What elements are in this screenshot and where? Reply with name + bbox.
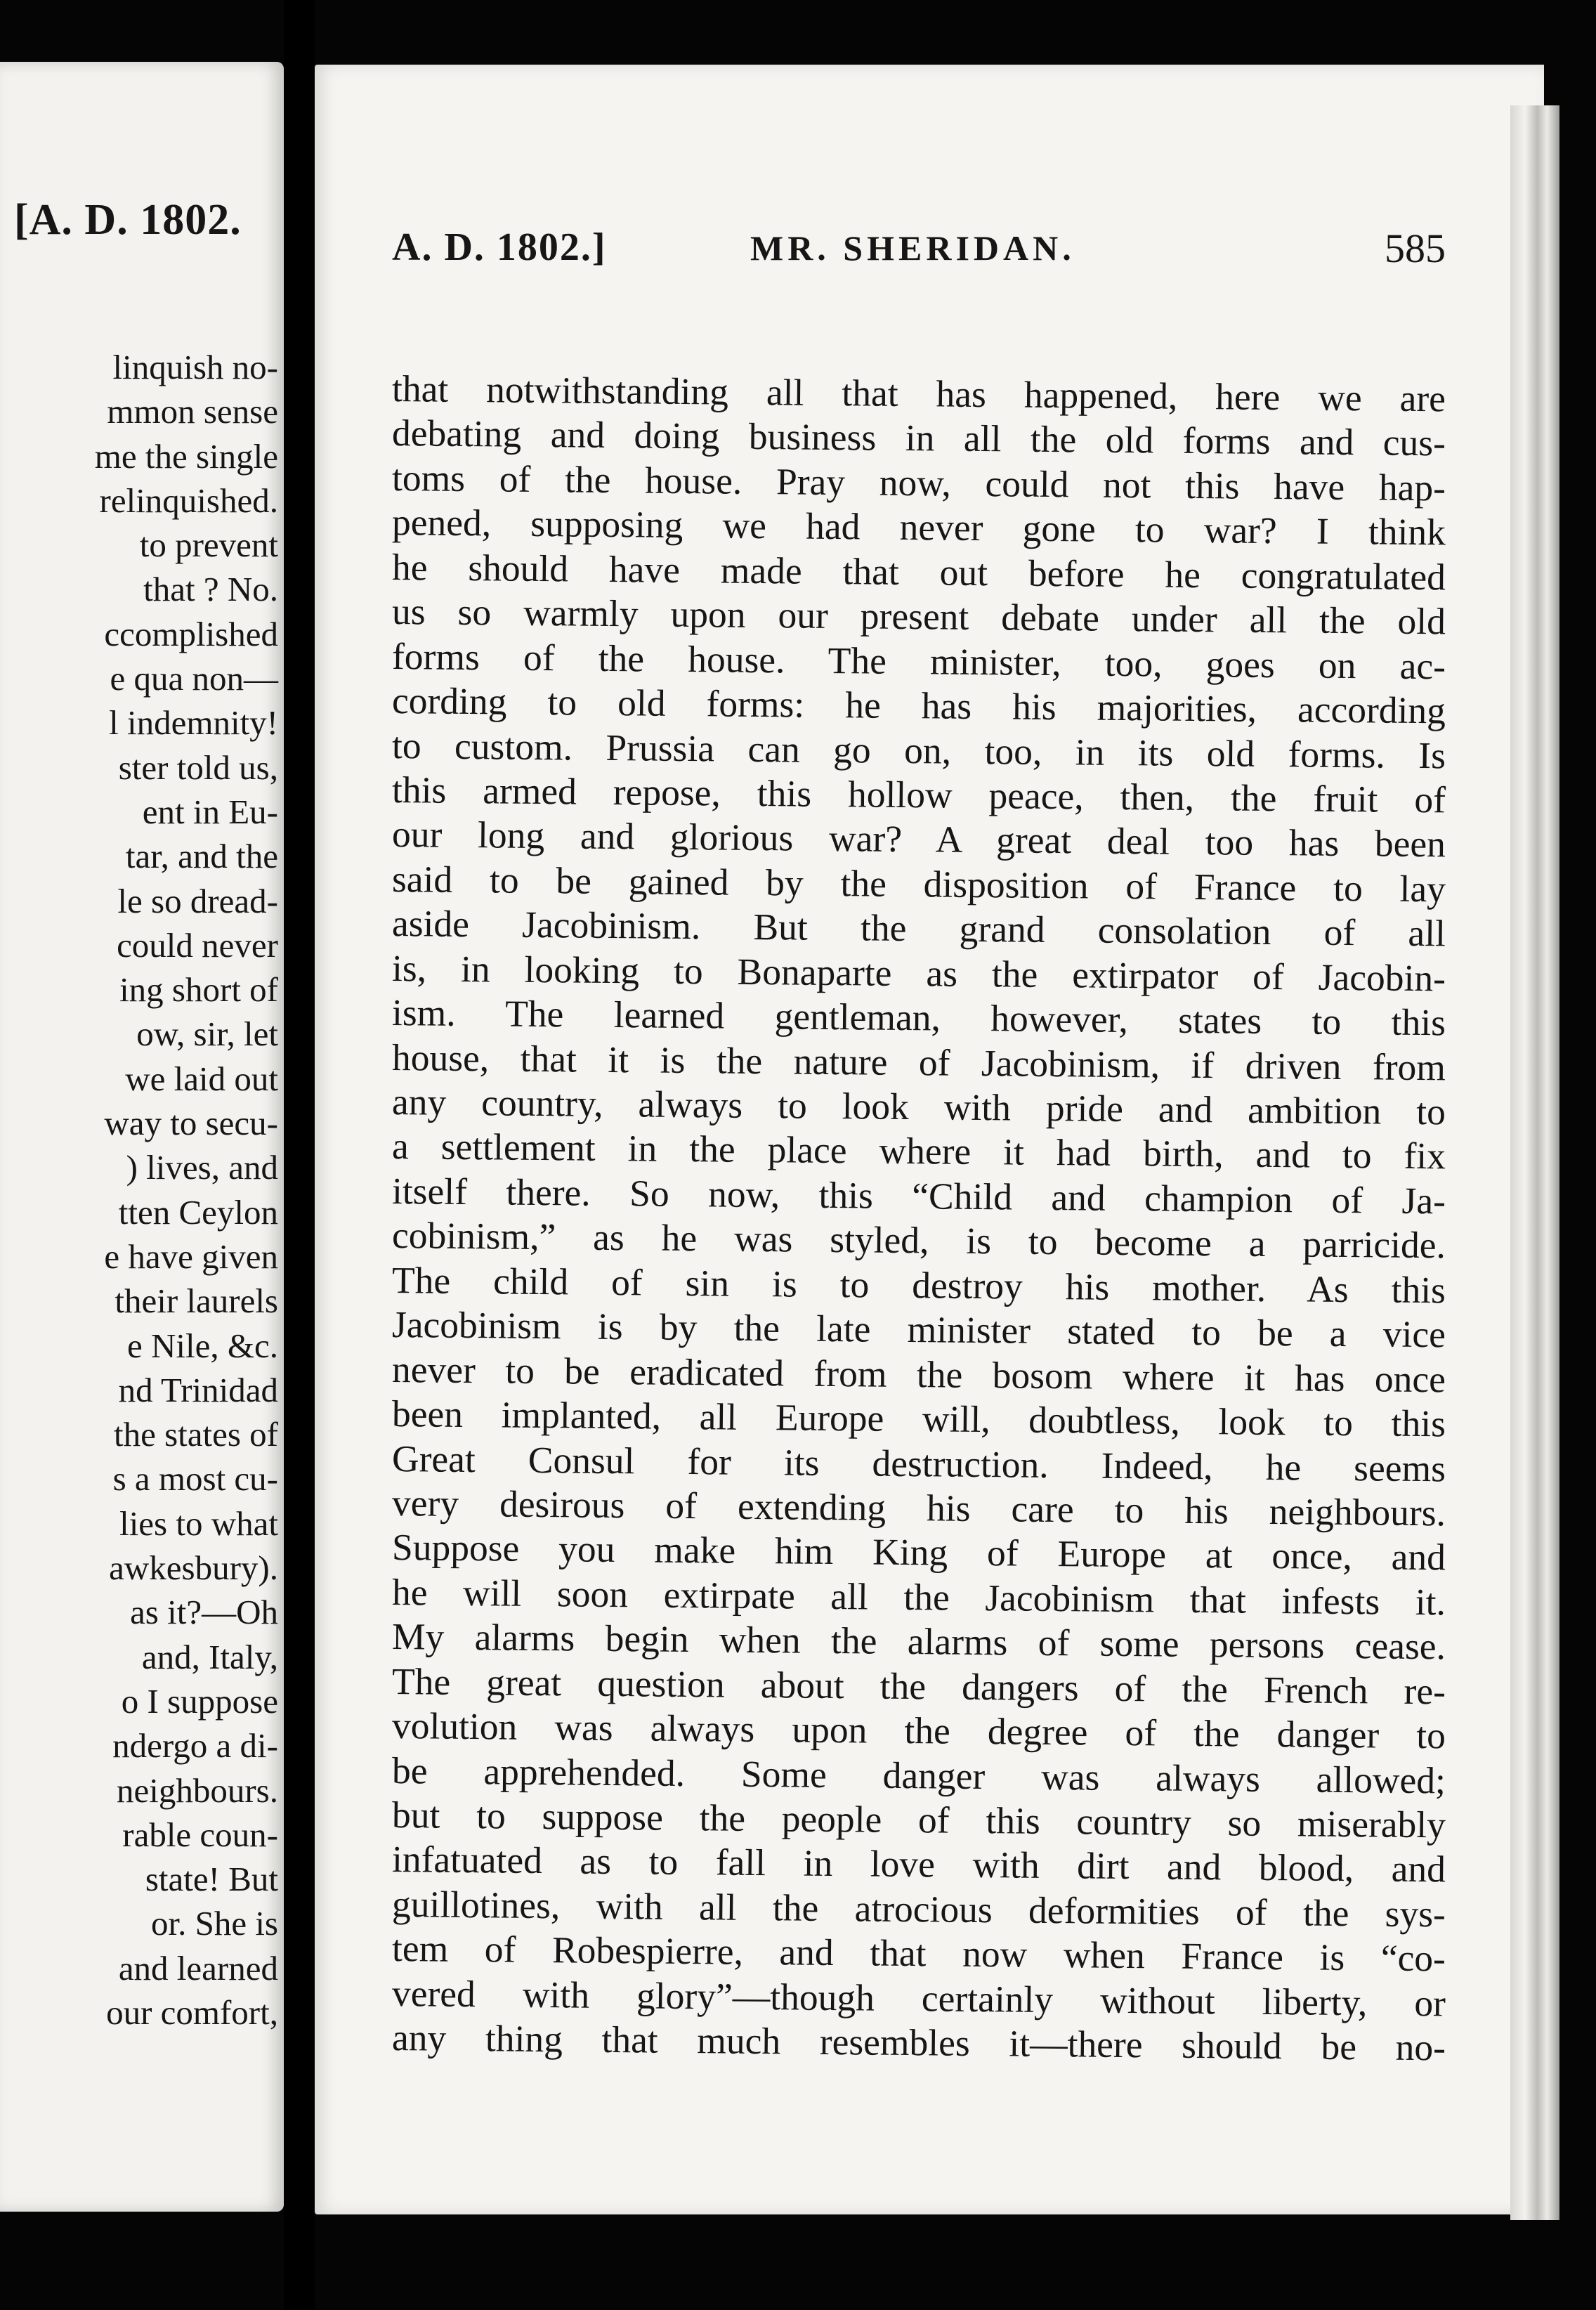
- left-text-line: that ? No.: [143, 570, 278, 609]
- header-title: MR. SHERIDAN.: [750, 228, 1075, 268]
- text-line: been implanted, all Europe will, doubtless, look to this: [391, 1392, 1446, 1445]
- text-line: forms of the house. The minister, too, goes on ac-: [391, 634, 1446, 688]
- text-line: is, in looking to Bonaparte as the extirpator of Jacobin-: [391, 946, 1446, 1000]
- left-text-line: s a most cu-: [112, 1459, 278, 1499]
- text-line: The great question about the dangers of the French re-: [391, 1659, 1446, 1713]
- book-gutter: [284, 0, 315, 2310]
- text-line: guillotines, with all the atrocious deformities of the sys-: [391, 1882, 1446, 1936]
- body-text: [391, 367, 1446, 2069]
- left-text-line: and, Italy,: [141, 1637, 278, 1676]
- left-text-line: their laurels: [115, 1281, 278, 1321]
- text-line: My alarms begin when the alarms of some persons cease.: [391, 1615, 1446, 1668]
- text-line: any country, always to look with pride and ambition to: [391, 1081, 1446, 1133]
- left-text-line: we laid out: [125, 1059, 278, 1098]
- header-date: A. D. 1802.]: [392, 226, 607, 269]
- text-line: but to suppose the people of this country so miserably: [391, 1794, 1446, 1846]
- text-line: vered with glory”—though certainly without liberty, or: [391, 1971, 1446, 2025]
- left-page-header: [A. D. 1802.: [14, 196, 242, 244]
- text-line: very desirous of extending his care to his neighbours.: [391, 1481, 1446, 1534]
- left-text-line: our comfort,: [106, 1992, 278, 2032]
- left-facing-page: [0, 62, 284, 2212]
- left-text-line: le so dread-: [117, 881, 278, 920]
- text-line: he will soon extirpate all the Jacobinism that infests it.: [391, 1570, 1446, 1624]
- left-text-line: ) lives, and: [126, 1148, 278, 1187]
- left-text-line: state! But: [145, 1860, 278, 1899]
- page-edge: [1510, 105, 1559, 2220]
- text-line: tem of Robespierre, and that now when France is “co-: [391, 1927, 1446, 1980]
- left-text-line: ow, sir, let: [136, 1014, 278, 1054]
- text-line: infatuated as to fall in love with dirt and blood, and: [391, 1838, 1446, 1891]
- left-text-line: e qua non—: [110, 659, 278, 698]
- left-text-line: linquish no-: [112, 348, 278, 386]
- text-line: that notwithstanding all that has happened, here we are: [391, 367, 1446, 420]
- left-text-line: l indemnity!: [109, 703, 278, 743]
- text-line: this armed repose, this hollow peace, then, the fruit of: [391, 768, 1446, 821]
- left-text-line: ent in Eu-: [142, 792, 278, 831]
- text-line: cobinism,” as he was styled, is to become a parricide.: [391, 1214, 1446, 1267]
- left-text-line: me the single: [94, 436, 278, 476]
- text-line: cording to old forms: he has his majorities, according: [391, 679, 1446, 732]
- text-line: be apprehended. Some danger was always allowed;: [391, 1749, 1446, 1801]
- text-line: said to be gained by the disposition of France to lay: [391, 857, 1446, 911]
- left-text-line: e Nile, &c.: [127, 1326, 278, 1365]
- page-number: 585: [1385, 226, 1446, 271]
- text-line: Great Consul for its destruction. Indeed, he seems: [391, 1437, 1446, 1489]
- text-line: our long and glorious war? A great deal too has been: [391, 813, 1446, 866]
- left-text-line: lies to what: [119, 1503, 278, 1543]
- text-line: house, that it is the nature of Jacobinism, if driven from: [391, 1036, 1446, 1088]
- left-text-line: ndergo a di-: [112, 1726, 278, 1766]
- text-line: ism. The learned gentleman, however, states to this: [391, 991, 1446, 1044]
- left-text-line: tten Ceylon: [118, 1192, 278, 1232]
- left-text-line: ing short of: [119, 970, 278, 1010]
- left-page-text: [25, 345, 278, 2035]
- text-line: itself there. So now, this “Child and champion of Ja-: [391, 1169, 1446, 1222]
- left-text-line: neighbours.: [117, 1770, 278, 1810]
- text-line: to custom. Prussia can go on, too, in its old forms. Is: [391, 724, 1446, 776]
- text-line: The child of sin is to destroy his mother. As this: [391, 1258, 1446, 1312]
- left-text-line: to prevent: [139, 526, 278, 565]
- text-line: debating and doing business in all the old forms and cus-: [391, 412, 1446, 464]
- left-text-line: tar, and the: [125, 837, 278, 876]
- text-line: never to be eradicated from the bosom where it has once: [391, 1348, 1446, 1401]
- left-text-line: the states of: [113, 1415, 278, 1454]
- left-text-line: e have given: [104, 1236, 278, 1276]
- left-text-line: way to secu-: [104, 1104, 278, 1143]
- left-text-line: ster told us,: [118, 748, 278, 787]
- left-text-line: rable coun-: [122, 1815, 278, 1854]
- text-line: us so warmly upon our present debate under all the old: [391, 590, 1446, 643]
- text-line: toms of the house. Pray now, could not this have hap-: [391, 456, 1446, 509]
- text-line: pened, supposing we had never gone to war? I think: [391, 501, 1446, 554]
- left-text-line: nd Trinidad: [118, 1370, 278, 1409]
- text-line: volution was always upon the degree of the danger to: [391, 1704, 1446, 1757]
- text-line: any thing that much resembles it—there should be no-: [391, 2016, 1446, 2069]
- right-page: [315, 65, 1544, 2214]
- left-text-line: or. She is: [150, 1904, 278, 1943]
- text-line: Jacobinism is by the late minister stated to be a vice: [391, 1303, 1446, 1356]
- left-text-line: ccomplished: [104, 614, 278, 653]
- left-text-line: o I suppose: [121, 1681, 278, 1721]
- left-text-line: relinquished.: [99, 481, 278, 520]
- left-text-line: and learned: [118, 1948, 278, 1988]
- left-text-line: mmon sense: [107, 392, 278, 431]
- left-text-line: awkesbury).: [109, 1548, 278, 1588]
- running-header: [392, 225, 1446, 281]
- text-line: aside Jacobinism. But the grand consolation of all: [391, 902, 1446, 955]
- text-line: Suppose you make him King of Europe at once, and: [391, 1526, 1446, 1579]
- text-line: a settlement in the place where it had birth, and to fix: [391, 1125, 1446, 1177]
- text-line: he should have made that out before he congratulated: [391, 545, 1446, 599]
- left-text-line: could never: [117, 925, 278, 965]
- left-text-line: as it?—Oh: [130, 1593, 278, 1632]
